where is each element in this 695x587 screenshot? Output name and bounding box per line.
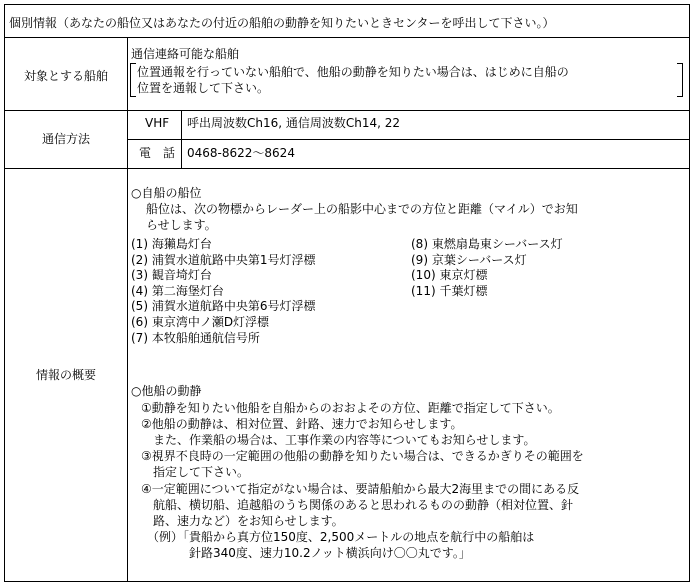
- tel-value: 0468-8622～8624: [187, 146, 295, 160]
- other-vessels-line: ④一定範囲について指定がない場合は、要請船舶から最大2海里までの間にある反: [141, 482, 580, 496]
- summary-label: 情報の概要: [35, 368, 96, 382]
- vhf-label: VHF: [145, 116, 170, 130]
- other-vessels-line: ②他船の動静は、相対位置、針路、速力でお知らせします。: [141, 417, 463, 431]
- other-vessels-line: （例）「貴船から真方位150度、2,500メートルの地点を航行中の船舶は: [141, 530, 535, 544]
- own-position-heading: ○自船の船位: [131, 186, 202, 200]
- column-divider: [127, 37, 128, 582]
- bracket-right: [677, 63, 683, 97]
- landmark-item: (1) 海獺島灯台: [131, 237, 212, 251]
- landmark-item: (9) 京葉シーバース灯: [411, 253, 527, 267]
- other-vessels-line: ①動静を知りたい他船を自船からのおおよその方位、距離で指定して下さい。: [141, 401, 560, 415]
- target-line: 位置通報を行っていない船舶で、他船の動静を知りたい場合は、はじめに自船の: [137, 65, 569, 79]
- target-line: 位置を通報して下さい。: [137, 81, 270, 95]
- other-vessels-line: 路、速力など）をお知らせします。: [141, 514, 344, 528]
- row-divider: [127, 139, 689, 140]
- target-heading: 通信連絡可能な船舶: [131, 47, 240, 61]
- target-label: 対象とする船舶: [23, 69, 108, 83]
- tel-label: 電 話: [139, 146, 176, 160]
- own-position-intro: らせします。: [146, 218, 217, 232]
- landmark-item: (8) 東燃扇島東シーバース灯: [411, 237, 563, 251]
- comm-label: 通信方法: [41, 132, 90, 146]
- landmark-item: (10) 東京灯標: [411, 268, 488, 282]
- other-vessels-line: ③視界不良時の一定範囲の他船の動静を知りたい場合は、できるかぎりその範囲を: [141, 449, 584, 463]
- row-divider: [5, 110, 689, 111]
- row-divider: [5, 37, 689, 38]
- landmark-item: (3) 観音埼灯台: [131, 268, 212, 282]
- table-title: 個別情報（あなたの船位又はあなたの付近の船舶の動静を知りたいときセンターを呼出して下さい。）: [9, 16, 555, 30]
- other-vessels-line: また、作業船の場合は、工事作業の内容等についてもお知らせします。: [141, 433, 536, 447]
- own-position-intro: 船位は、次の物標からレーダー上の船影中心までの方位と距離（マイル）でお知: [146, 202, 578, 216]
- info-table: [4, 4, 690, 582]
- landmark-item: (4) 第二海堡灯台: [131, 284, 224, 298]
- other-vessels-line: 指定して下さい。: [141, 465, 250, 479]
- other-vessels-line: 針路340度、速力10.2ノット横浜向け〇〇丸です。」: [141, 546, 471, 560]
- other-vessels-line: 航船、横切船、追越船のうち関係のあると思われるものの動静（相対位置、針: [141, 498, 574, 512]
- column-divider: [181, 110, 182, 168]
- vhf-value: 呼出周波数Ch16, 通信周波数Ch14, 22: [187, 116, 401, 130]
- landmark-item: (7) 本牧船舶通航信号所: [131, 331, 260, 345]
- row-divider: [5, 168, 689, 169]
- other-vessels-heading: ○他船の動静: [131, 384, 202, 398]
- bracket-left: [130, 63, 136, 97]
- landmark-item: (11) 千葉灯標: [411, 284, 488, 298]
- landmark-item: (2) 浦賀水道航路中央第1号灯浮標: [131, 253, 316, 267]
- landmark-item: (6) 東京湾中ノ瀬D灯浮標: [131, 315, 270, 329]
- landmark-item: (5) 浦賀水道航路中央第6号灯浮標: [131, 299, 316, 313]
